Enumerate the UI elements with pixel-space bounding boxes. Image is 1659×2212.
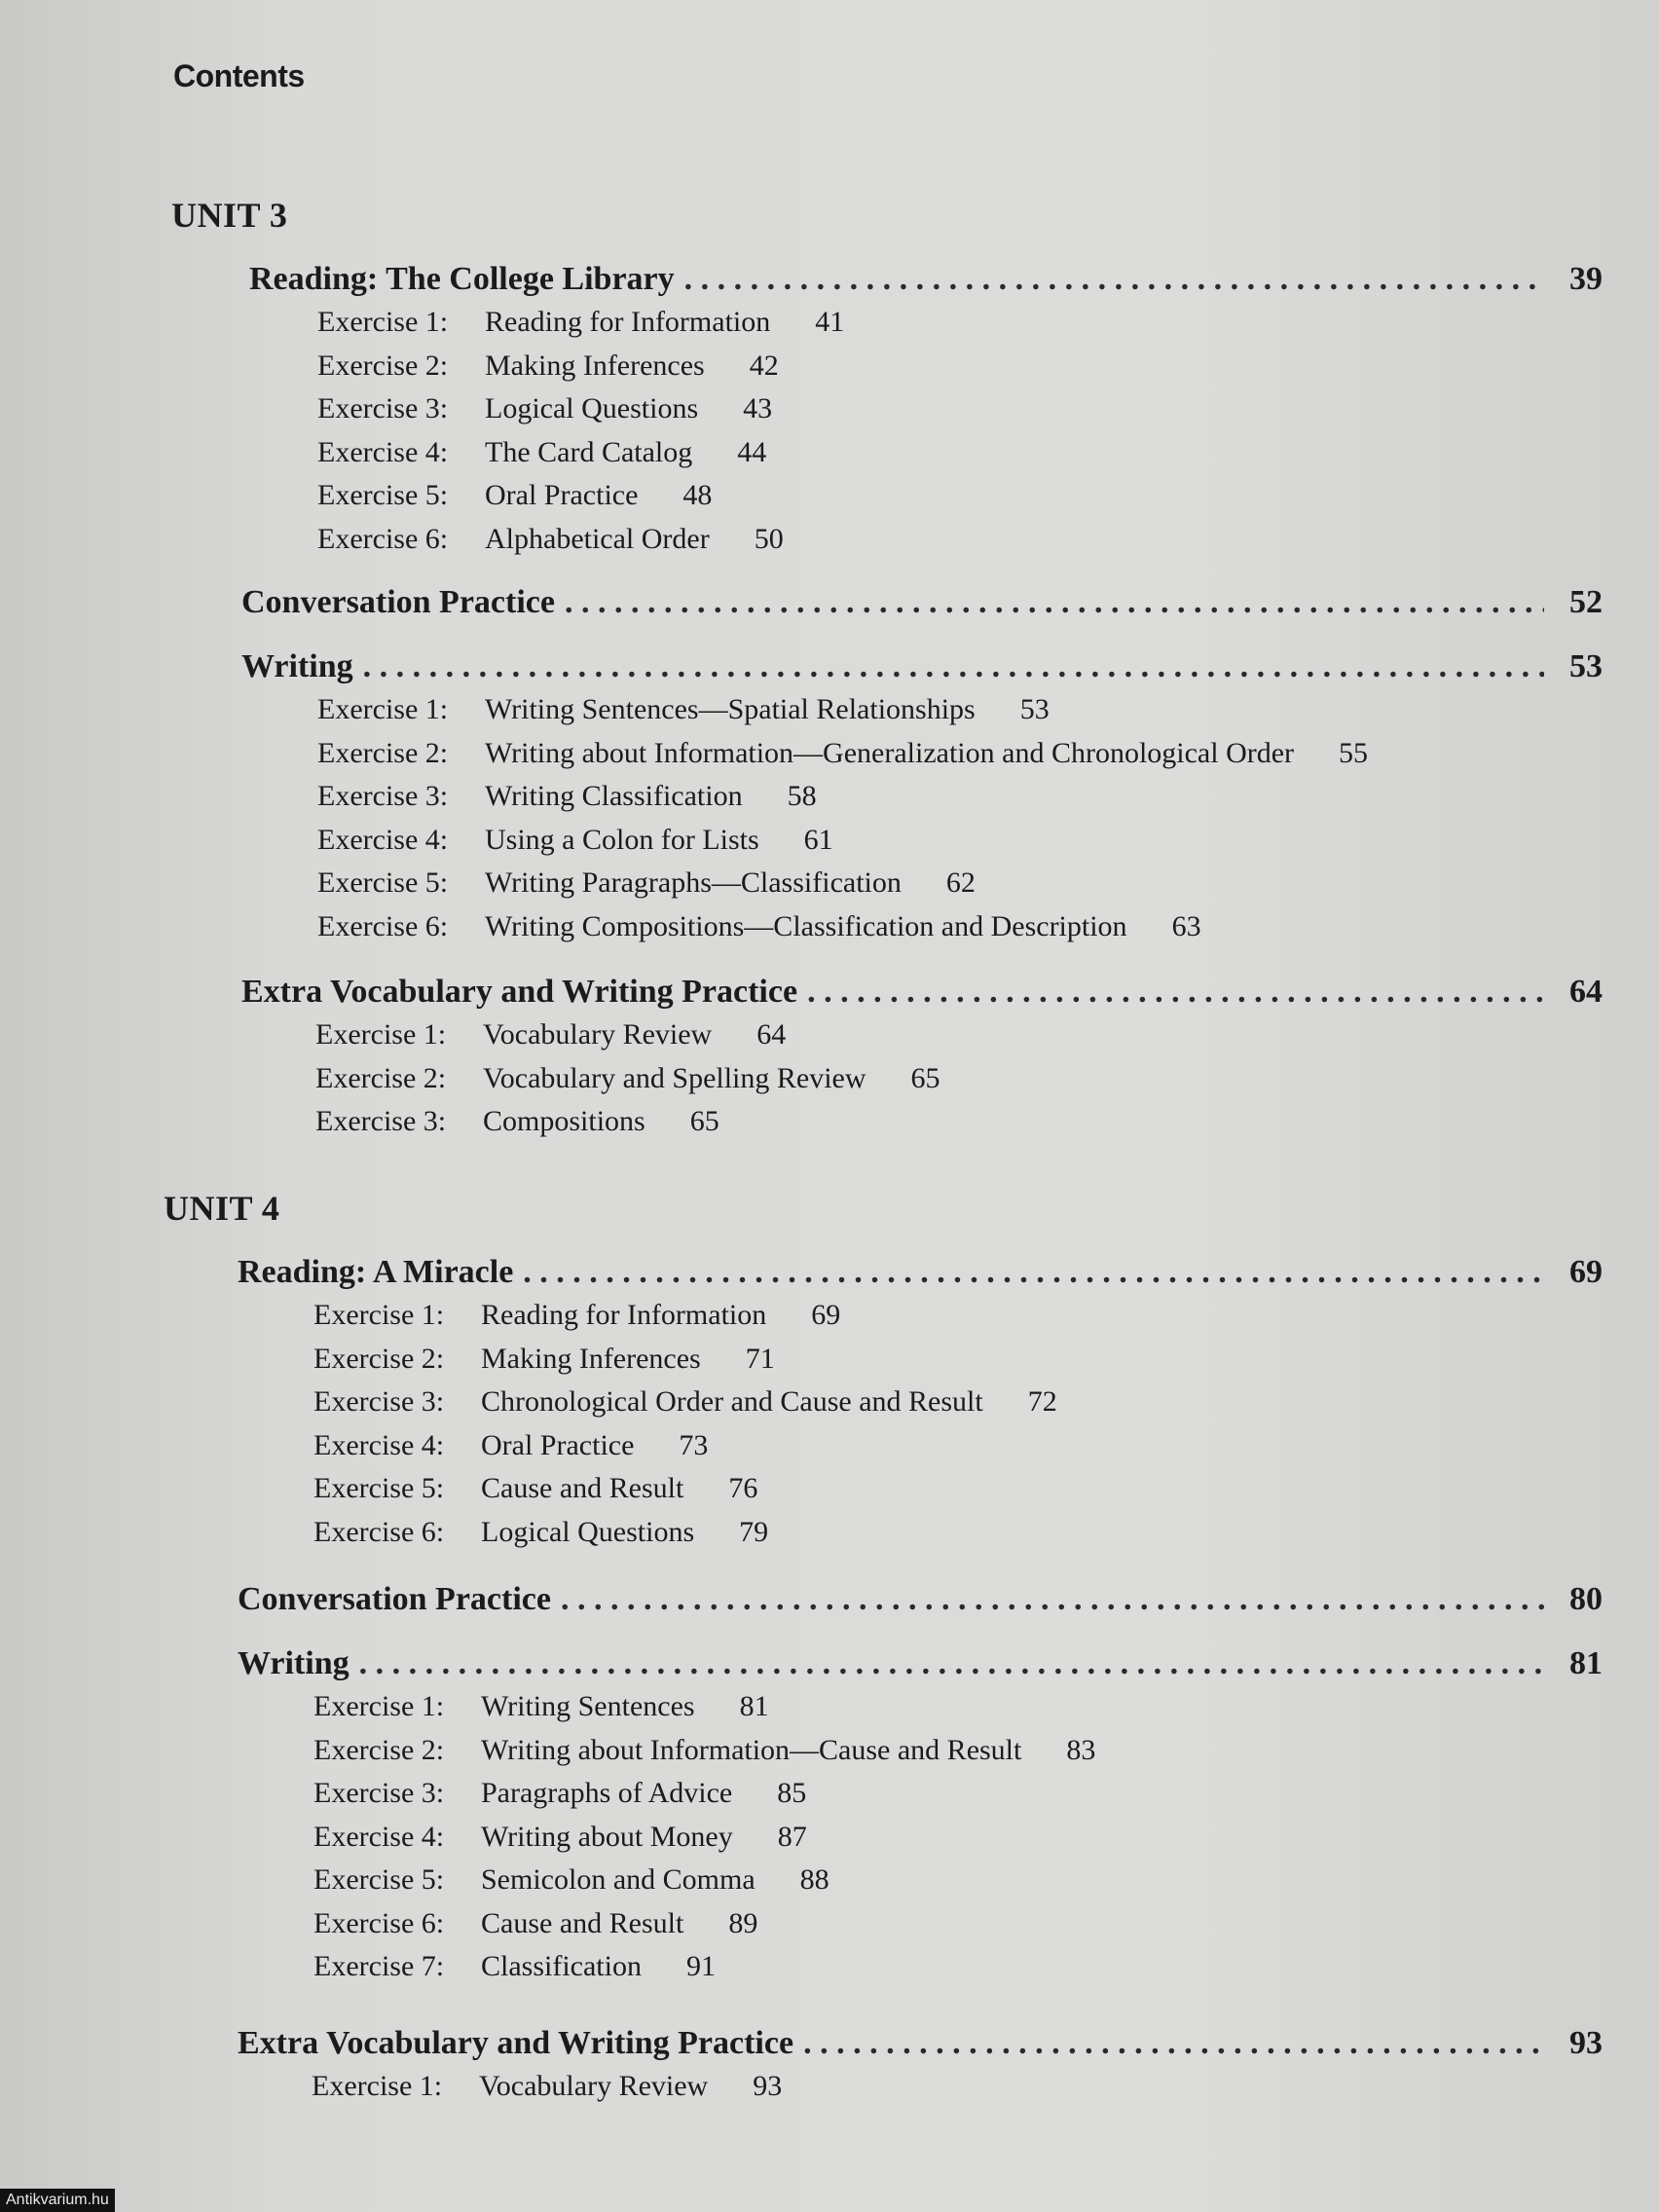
exercise-title: Writing Paragraphs—Classification [485,866,902,899]
exercise-row [317,866,976,900]
exercise-label: Exercise 7: [313,1950,445,1982]
section-page-number: 93 [1569,2025,1603,2061]
exercise-page-number: 61 [803,823,833,856]
exercise-row [317,693,1050,726]
section-row [238,2025,1603,2062]
dot-leader [561,1581,1544,1618]
dot-leader [684,261,1544,298]
exercise-label: Exercise 3: [315,1105,447,1137]
exercise-row [313,1777,806,1810]
exercise-label: Exercise 6: [313,1515,445,1548]
exercise-row [312,2070,782,2103]
exercise-page-number: 76 [728,1472,758,1504]
exercise-page-number: 63 [1171,909,1201,942]
exercise-label: Exercise 2: [313,1733,445,1766]
exercise-label: Exercise 5: [317,479,449,511]
section-title: Reading: A Miracle [238,1254,514,1290]
exercise-page-number: 58 [787,780,817,812]
exercise-title: Making Inferences [485,349,705,382]
exercise-label: Exercise 3: [317,392,449,424]
exercise-title: Writing about Money [481,1820,733,1853]
section-row [241,974,1603,1011]
exercise-page-number: 88 [799,1863,830,1896]
exercise-page-number: 85 [777,1777,807,1809]
exercise-title: Oral Practice [481,1428,635,1461]
section-title: Extra Vocabulary and Writing Practice [238,2025,794,2061]
unit-heading: UNIT 4 [164,1189,280,1228]
exercise-title: Making Inferences [481,1342,701,1375]
page-title: Contents [173,58,305,93]
exercise-row [313,1863,830,1897]
exercise-row [313,1690,769,1723]
dot-leader [803,2025,1544,2062]
exercise-title: Semicolon and Comma [481,1863,756,1896]
section-title: Reading: The College Library [249,261,675,297]
exercise-title: Alphabetical Order [485,522,710,555]
exercise-page-number: 50 [754,522,784,555]
exercise-label: Exercise 5: [313,1472,445,1504]
exercise-row [313,1429,708,1462]
exercise-row [315,1105,719,1138]
exercise-page-number: 65 [910,1061,940,1094]
exercise-page-number: 41 [815,306,845,338]
exercise-title: The Card Catalog [485,435,693,468]
exercise-row [315,1018,786,1051]
exercise-label: Exercise 2: [317,349,449,382]
section-page-number: 69 [1569,1254,1603,1290]
exercise-page-number: 73 [679,1428,709,1461]
section-page-number: 39 [1569,261,1603,297]
exercise-page-number: 42 [749,349,779,382]
exercise-page-number: 55 [1339,736,1369,769]
exercise-page-number: 93 [753,2070,783,2102]
exercise-page-number: 69 [811,1299,841,1331]
section-row [241,584,1603,621]
exercise-row [313,1907,757,1940]
exercise-label: Exercise 4: [313,1820,445,1853]
exercise-page-number: 83 [1066,1733,1096,1766]
exercise-label: Exercise 6: [313,1906,445,1939]
exercise-row [317,436,766,469]
exercise-title: Reading for Information [481,1299,767,1331]
exercise-page-number: 79 [739,1515,769,1548]
exercise-label: Exercise 3: [313,1777,445,1809]
exercise-title: Classification [481,1950,642,1982]
exercise-row [317,479,712,512]
section-page-number: 53 [1569,648,1603,684]
exercise-title: Vocabulary Review [483,1018,713,1051]
exercise-page-number: 62 [945,866,976,899]
exercise-label: Exercise 1: [313,1690,445,1722]
watermark: Antikvarium.hu [0,2189,115,2212]
exercise-label: Exercise 5: [317,866,449,899]
exercise-label: Exercise 1: [313,1299,445,1331]
section-title: Writing [238,1645,350,1681]
exercise-row [313,1516,768,1549]
exercise-label: Exercise 4: [317,823,449,856]
exercise-page-number: 91 [685,1950,716,1982]
section-title: Conversation Practice [241,584,555,620]
exercise-title: Chronological Order and Cause and Result [481,1385,983,1418]
exercise-title: Logical Questions [485,392,699,424]
exercise-row [313,1734,1095,1767]
section-row [249,261,1603,298]
exercise-row [313,1821,807,1854]
exercise-label: Exercise 5: [313,1863,445,1896]
exercise-label: Exercise 2: [313,1342,445,1375]
exercise-title: Logical Questions [481,1515,695,1548]
exercise-row [317,824,833,857]
unit-heading: UNIT 3 [171,196,288,235]
exercise-title: Writing Compositions—Classification and Description [485,909,1127,942]
dot-leader [807,974,1544,1011]
exercise-page-number: 72 [1027,1385,1057,1418]
exercise-label: Exercise 3: [317,780,449,812]
exercise-page-number: 43 [743,392,773,424]
exercise-title: Writing Sentences—Spatial Relationships [485,693,976,725]
section-page-number: 52 [1569,584,1603,620]
exercise-page-number: 81 [739,1690,769,1722]
exercise-page-number: 89 [728,1906,758,1939]
exercise-row [313,1950,716,1983]
exercise-title: Using a Colon for Lists [485,823,759,856]
section-title: Extra Vocabulary and Writing Practice [241,974,798,1010]
exercise-title: Paragraphs of Advice [481,1777,733,1809]
section-page-number: 64 [1569,974,1603,1010]
exercise-label: Exercise 6: [317,522,449,555]
exercise-page-number: 64 [756,1018,787,1051]
exercise-label: Exercise 1: [312,2070,443,2102]
exercise-label: Exercise 1: [315,1018,447,1051]
exercise-title: Vocabulary and Spelling Review [483,1061,866,1094]
section-row [241,648,1603,685]
exercise-title: Writing about Information—Generalization and Chronological Order [485,736,1295,769]
exercise-page-number: 48 [682,479,713,511]
dot-leader [359,1645,1544,1682]
exercise-title: Writing Classification [485,780,743,812]
section-row [238,1645,1603,1682]
exercise-page-number: 87 [777,1820,807,1853]
exercise-label: Exercise 2: [315,1061,447,1094]
section-page-number: 80 [1569,1581,1603,1617]
exercise-page-number: 44 [737,435,767,468]
exercise-row [317,350,779,383]
exercise-row [313,1472,757,1505]
exercise-row [317,737,1368,770]
exercise-row [313,1299,840,1332]
section-title: Writing [241,648,353,684]
exercise-row [317,523,784,556]
exercise-row [317,780,817,813]
exercise-title: Oral Practice [485,479,639,511]
dot-leader [363,648,1544,685]
exercise-label: Exercise 4: [317,435,449,468]
exercise-title: Vocabulary Review [479,2070,709,2102]
exercise-title: Writing Sentences [481,1690,695,1722]
exercise-row [317,910,1201,943]
exercise-page-number: 53 [1019,693,1050,725]
exercise-label: Exercise 2: [317,736,449,769]
exercise-title: Writing about Information—Cause and Result [481,1733,1022,1766]
exercise-label: Exercise 4: [313,1428,445,1461]
exercise-label: Exercise 1: [317,306,449,338]
exercise-page-number: 65 [689,1105,719,1137]
dot-leader [523,1254,1544,1291]
exercise-title: Cause and Result [481,1472,684,1504]
exercise-title: Compositions [483,1105,645,1137]
exercise-label: Exercise 3: [313,1385,445,1418]
exercise-row [317,392,772,425]
section-row [238,1254,1603,1291]
exercise-row [317,306,844,339]
exercise-row [315,1062,940,1095]
section-title: Conversation Practice [238,1581,551,1617]
section-page-number: 81 [1569,1645,1603,1681]
dot-leader [565,584,1544,621]
exercise-row [313,1385,1057,1419]
exercise-label: Exercise 6: [317,909,449,942]
exercise-title: Cause and Result [481,1906,684,1939]
section-row [238,1581,1603,1618]
exercise-title: Reading for Information [485,306,771,338]
exercise-row [313,1343,775,1376]
exercise-label: Exercise 1: [317,693,449,725]
exercise-page-number: 71 [745,1342,775,1375]
